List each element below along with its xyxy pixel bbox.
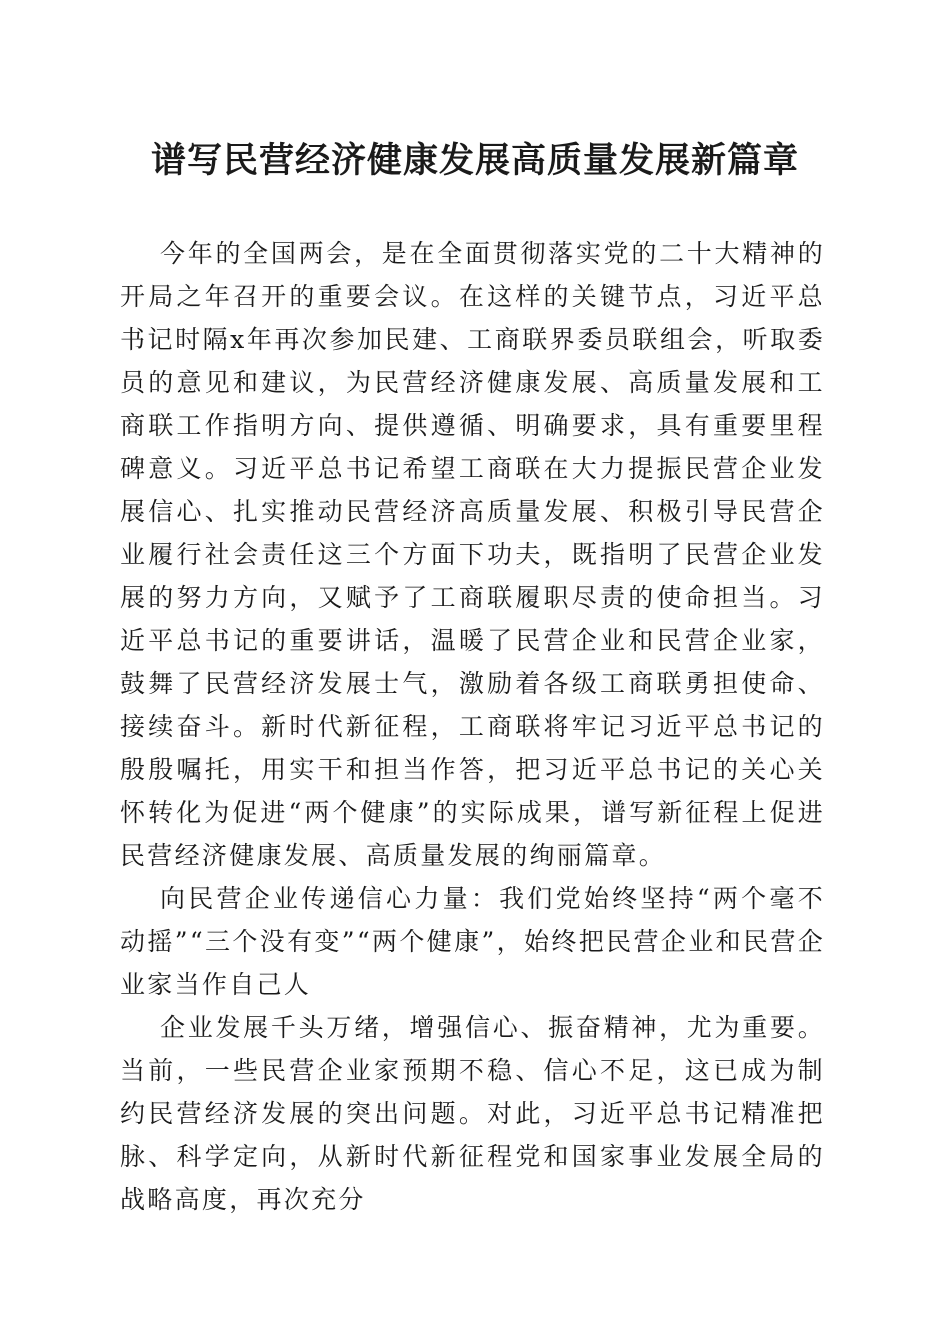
paragraph-section-heading: 向民营企业传递信心力量：我们党始终坚持“两个毫不动摇”“三个没有变”“两个健康”，始终把民营企业和民营企业家当作自己人	[120, 884, 825, 999]
document-title: 谱写民营经济健康发展高质量发展新篇章	[150, 140, 799, 181]
paragraph-body: 企业发展千头万绪，增强信心、振奋精神，尤为重要。当前，一些民营企业家预期不稳、信心不足，这已成为制约民营经济发展的突出问题。对此，习近平总书记精准把脉、科学定向，从新时代新征程党和国家事业发展全局的战略高度，再次充分	[120, 1013, 825, 1214]
document-body	[120, 232, 825, 1221]
paragraph-intro: 今年的全国两会，是在全面贯彻落实党的二十大精神的开局之年召开的重要会议。在这样的关键节点，习近平总书记时隔x年再次参加民建、工商联界委员联组会，听取委员的意见和建议，为民营经济健康发展、高质量发展和工商联工作指明方向、提供遵循、明确要求，具有重要里程碑意义。习近平总书记希望工商联在大力提振民营企业发展信心、扎实推动民营经济高质量发展、积极引导民营企业履行社会责任这三个方面下功夫，既指明了民营企业发展的努力方向，又赋予了工商联履职尽责的使命担当。习近平总书记的重要讲话，温暖了民营企业和民营企业家，鼓舞了民营经济发展士气，激励着各级工商联勇担使命、接续奋斗。新时代新征程，工商联将牢记习近平总书记的殷殷嘱托，用实干和担当作答，把习近平总书记的关心关怀转化为促进“两个健康”的实际成果，谱写新征程上促进民营经济健康发展、高质量发展的绚丽篇章。	[120, 239, 825, 870]
